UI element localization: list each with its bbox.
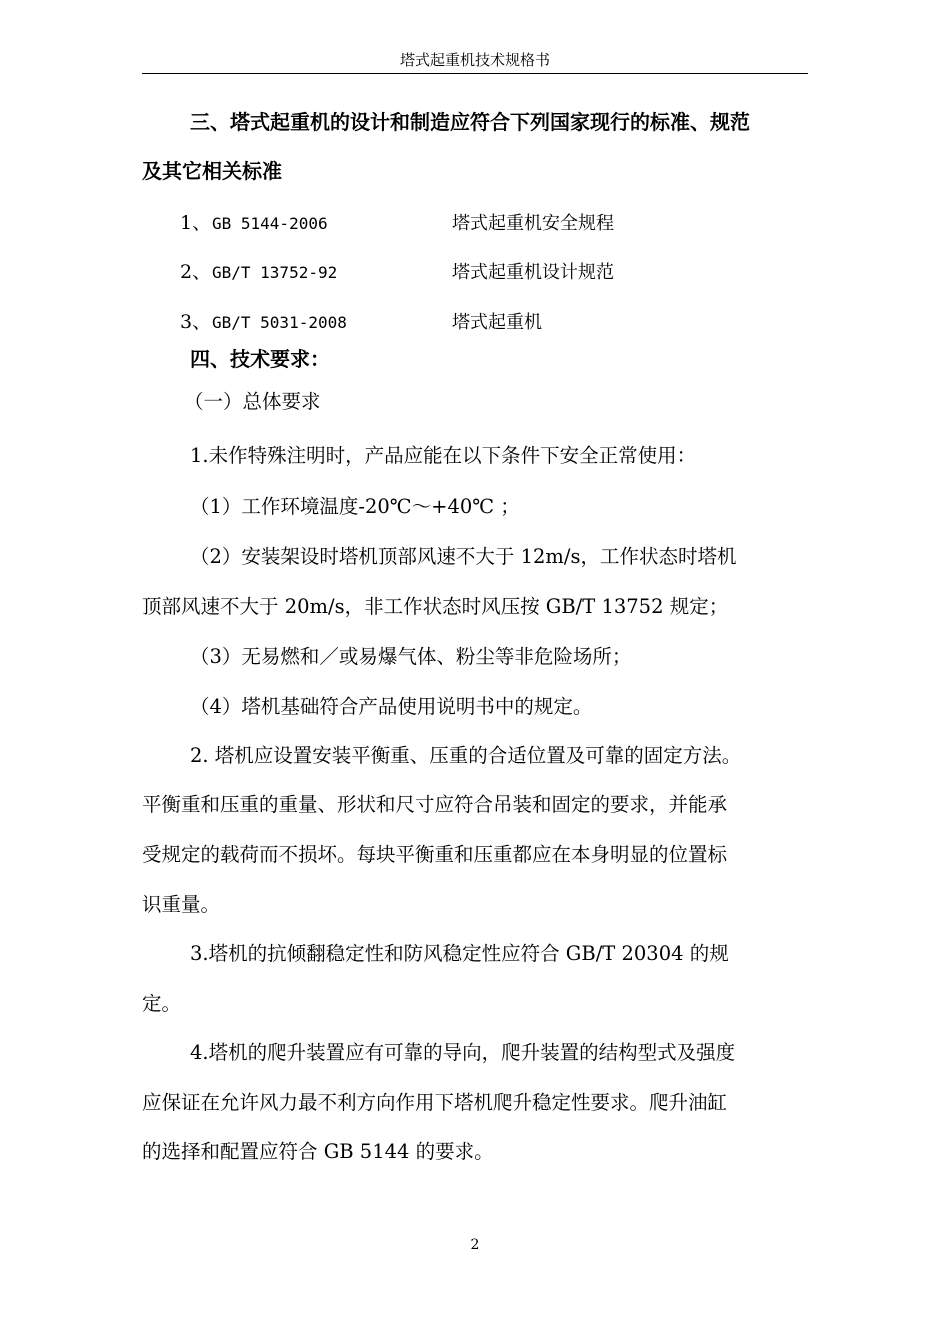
- item4-line1: 4.塔机的爬升装置应有可靠的导向，爬升装置的结构型式及强度: [190, 1041, 736, 1064]
- page-number: 2: [470, 1237, 480, 1253]
- standard-name: 塔式起重机: [452, 312, 542, 333]
- standard-code: GB 5144-2006: [212, 214, 328, 233]
- sub-heading-general: （一）总体要求: [184, 390, 321, 413]
- standard-name: 塔式起重机安全规程: [452, 213, 614, 234]
- condition-2-line2: 顶部风速不大于 20m/s，非工作状态时风压按 GB/T 13752 规定；: [142, 595, 729, 618]
- condition-4: （4）塔机基础符合产品使用说明书中的规定。: [190, 695, 593, 718]
- section3-heading-line2: 及其它相关标准: [142, 159, 282, 183]
- standard-number: 3、: [180, 311, 212, 333]
- standard-number: 1、: [180, 212, 212, 234]
- section4-heading: 四、技术要求：: [190, 347, 330, 371]
- header-title: 塔式起重机技术规格书: [399, 51, 550, 69]
- condition-2-line1: （2）安装架设时塔机顶部风速不大于 12m/s，工作状态时塔机: [190, 545, 737, 568]
- condition-3: （3）无易燃和／或易爆气体、粉尘等非危险场所；: [190, 645, 632, 668]
- item2-line4: 识重量。: [142, 893, 221, 916]
- condition-1: （1）工作环境温度-20℃～+40℃ ；: [190, 495, 520, 518]
- item1-intro: 1.未作特殊注明时，产品应能在以下条件下安全正常使用：: [190, 444, 697, 467]
- item4-line3: 的选择和配置应符合 GB 5144 的要求。: [142, 1140, 494, 1163]
- item2-line1: 2. 塔机应设置安装平衡重、压重的合适位置及可靠的固定方法。: [190, 744, 742, 767]
- item3-line1: 3.塔机的抗倾翻稳定性和防风稳定性应符合 GB/T 20304 的规: [190, 942, 729, 965]
- item2-line3: 受规定的载荷而不损坏。每块平衡重和压重都应在本身明显的位置标: [142, 843, 728, 866]
- item4-line2: 应保证在允许风力最不利方向作用下塔机爬升稳定性要求。爬升油缸: [142, 1091, 728, 1114]
- item2-line2: 平衡重和压重的重量、形状和尺寸应符合吊装和固定的要求，并能承: [142, 793, 728, 816]
- standard-code: GB/T 5031-2008: [212, 313, 347, 332]
- standard-number: 2、: [180, 261, 212, 283]
- section3-heading-line1: 三、塔式起重机的设计和制造应符合下列国家现行的标准、规范: [190, 110, 750, 134]
- item3-line2: 定。: [142, 992, 182, 1015]
- header-divider: [142, 73, 808, 74]
- standard-code: GB/T 13752-92: [212, 263, 338, 282]
- standard-name: 塔式起重机设计规范: [452, 262, 614, 283]
